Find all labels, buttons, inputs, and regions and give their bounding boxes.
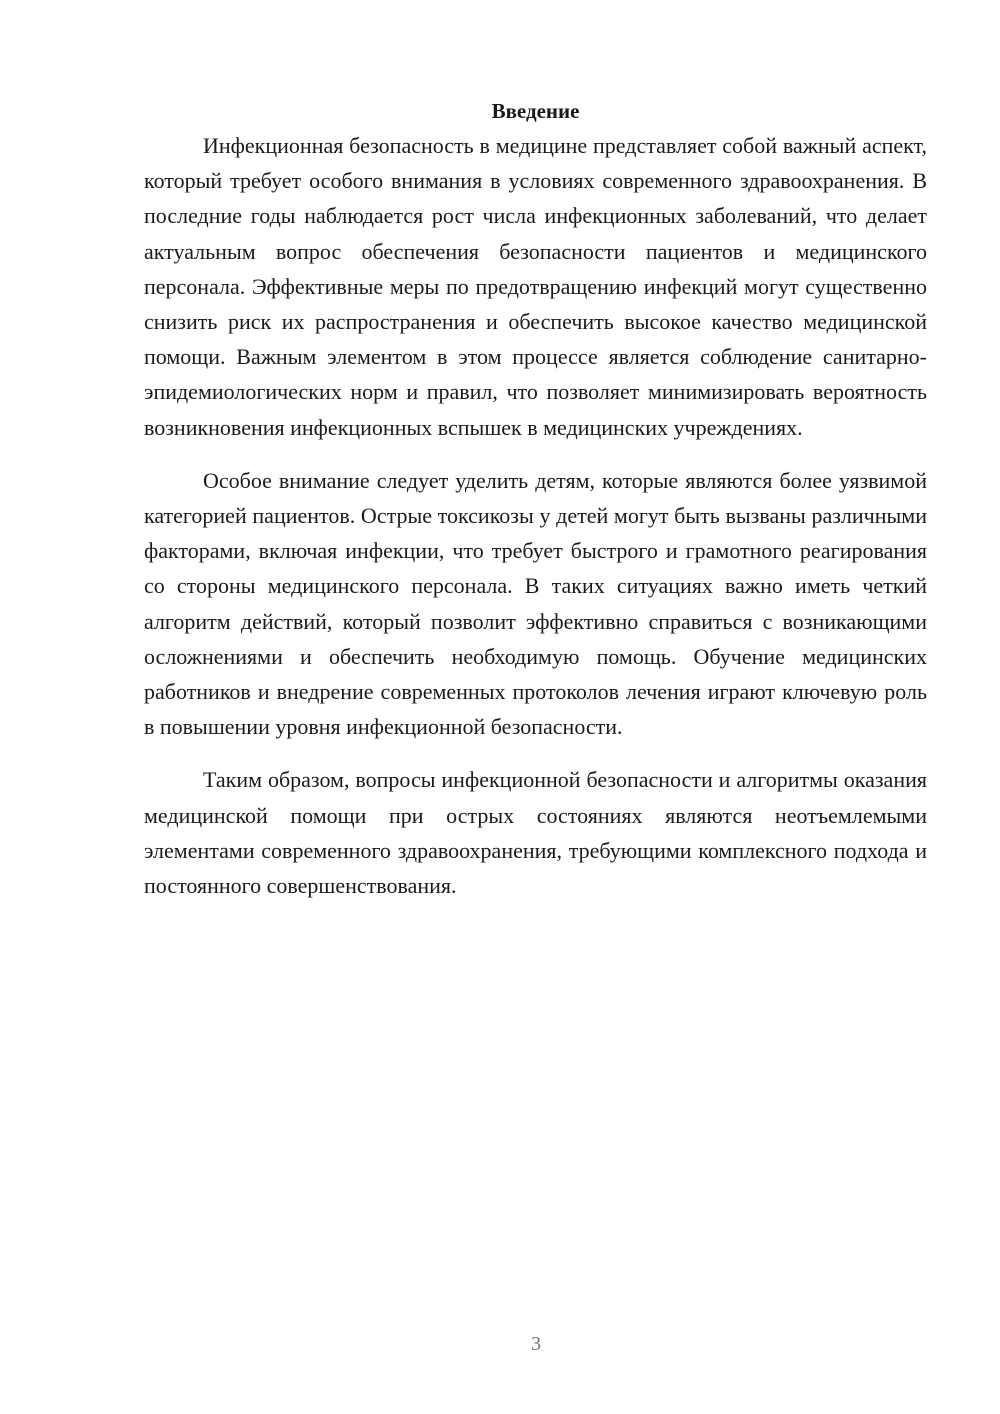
section-title: Введение [491,99,580,123]
paragraph-1: Инфекционная безопасность в медицине представляет собой важный аспект, который требует особого внимания в условиях современного здравоохранения. В последние годы наблюдается рост числа инфекционных заболеваний, что делает актуальным вопрос обеспечения безопасности пациентов и медицинского персонала. Эффективные меры по предотвращению инфекций могут существенно снизить риск их распространения и обеспечить высокое качество медицинской помощи. Важным элементом в этом процессе является соблюдение санитарно-эпидемиологических норм и правил, что позволяет минимизировать вероятность возникновения инфекционных вспышек в медицинских учреждениях. [144,133,927,440]
page-number: 3 [531,1333,541,1355]
page-content [144,96,927,903]
paragraph-3: Таким образом, вопросы инфекционной безопасности и алгоритмы оказания медицинской помощи при острых состояниях являются неотъемлемыми элементами современного здравоохранения, требующими комплексного подхода и постоянного совершенствования. [144,767,927,899]
paragraph-2: Особое внимание следует уделить детям, которые являются более уязвимой категорией пациентов. Острые токсикозы у детей могут быть вызваны различными факторами, включая инфекции, что требует быстрого и грамотного реагирования со стороны медицинского персонала. В таких ситуациях важно иметь четкий алгоритм действий, который позволит эффективно справиться с возникающими осложнениями и обеспечить необходимую помощь. Обучение медицинских работников и внедрение современных протоколов лечения играют ключевую роль в повышении уровня инфекционной безопасности. [144,467,927,740]
